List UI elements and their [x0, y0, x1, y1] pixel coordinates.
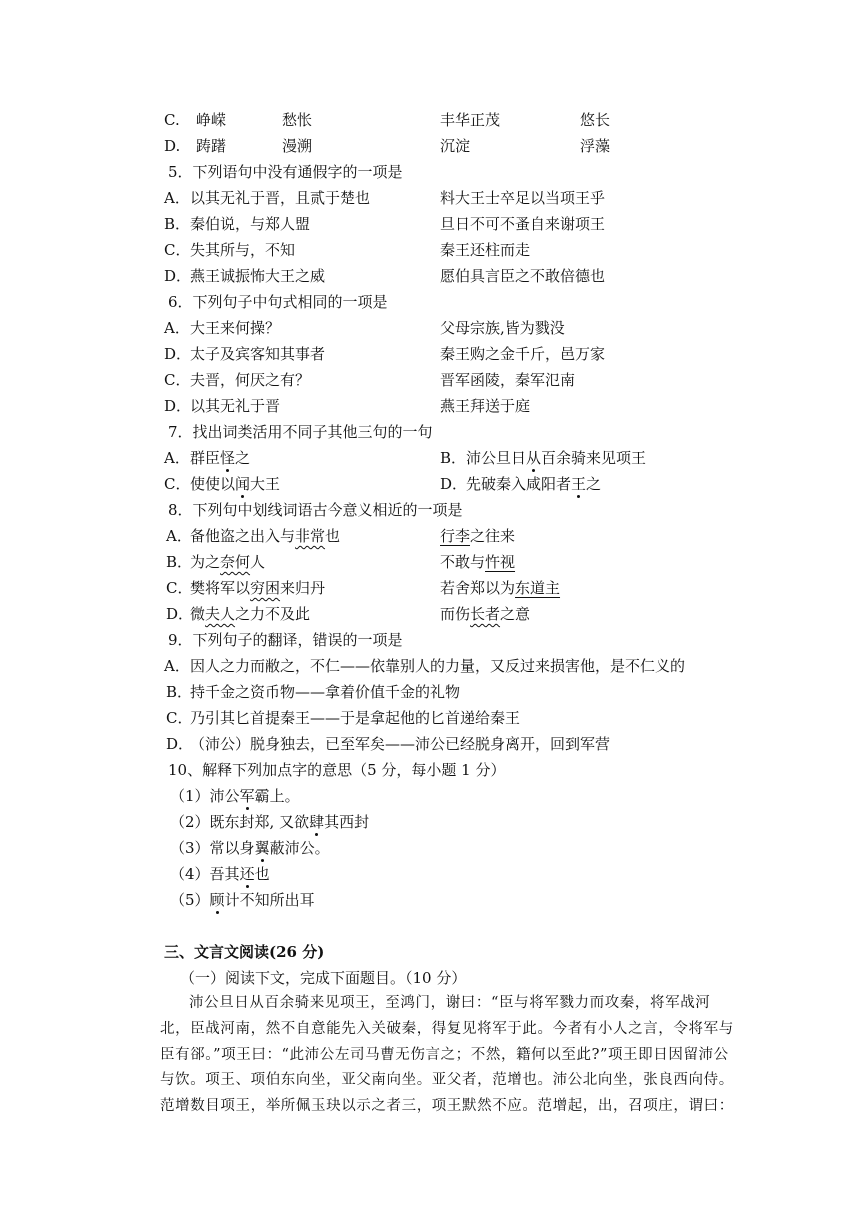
option-text: 若舍郑以为东道主 [440, 578, 574, 598]
option-label: A． [164, 657, 190, 675]
option-text: 愿伯具言臣之不敢倍德也 [440, 267, 606, 285]
question-8-stem: 8．下列句中划线词语古今意义相近的一项是 [168, 501, 463, 519]
underlined-word: 忤视 [485, 553, 516, 571]
option-text: 持千金之资币物——拿着价值千金的礼物 [190, 683, 461, 701]
option-label: B． [166, 683, 193, 701]
option-label: D． [166, 605, 194, 623]
option-text: 因人之力而敝之，不仁——依靠别人的力量，又反过来损害他，是不仁义的 [190, 657, 686, 675]
section-subtitle: （一）阅读下文，完成下面题目。（10 分） [180, 969, 467, 987]
option-label: C． [164, 241, 191, 259]
word: 悠长 [580, 111, 611, 129]
q10-item: （2）既东封郑, 又欲肆其西封 [170, 813, 370, 831]
option-text: 备他盗之出入与非常也 [190, 527, 341, 545]
classical-passage: 沛公旦日从百余骑来见项王，至鸿门，谢曰：“臣与将军戮力而攻秦，将军战河北，臣战河南，然不自意能先入关破秦，得复见将军于此。今者有小人之言，令将军与臣有郤。”项王曰：“此沛公左司马曹无伤言之；不然，籍何以至此?”项王即日因留沛公与饮。项王、项伯东向坐，亚父南向坐。亚父者，范增也。沛公北向坐，张良西向侍。范增数目项王，举所佩玉玦以示之者三，项王默然不应。范增起，出，召项庄，谓曰： [160, 995, 734, 1115]
option-text: 先破秦入咸阳者王之 [466, 475, 602, 493]
dotted-char: 闻 [235, 475, 251, 493]
word: 沉淀 [440, 137, 471, 155]
dotted-char: 怪 [220, 449, 236, 467]
option-label: A． [164, 319, 190, 337]
option-label: C． [164, 371, 191, 389]
question-7-stem: 7．找出词类活用不同子其他三句的一句 [168, 423, 433, 441]
word: 浮藻 [580, 137, 611, 155]
option-label: D． [440, 475, 468, 493]
option-label: A． [164, 449, 190, 467]
option-label: D. [164, 137, 181, 155]
word: 峥嵘 [196, 111, 227, 129]
option-text: 秦伯说，与郑人盟 [190, 215, 311, 233]
question-5-stem: 5．下列语句中没有通假字的一项是 [168, 163, 403, 181]
option-text: 为之奈何人 [190, 553, 266, 571]
option-label: D． [164, 345, 192, 363]
word: 踌躇 [196, 137, 227, 155]
option-text: 樊将军以穷困来归丹 [190, 579, 326, 597]
section-title: 三、文言文阅读(26 分) [164, 943, 325, 961]
question-10-stem: 10、解释下列加点字的意思（5 分，每小题 1 分） [168, 761, 506, 779]
option-label: C． [164, 475, 191, 493]
option-label: C． [166, 709, 193, 727]
option-text: 秦王购之金千斤，邑万家 [440, 345, 606, 363]
option-text: 旦日不可不蚤自来谢项王 [440, 215, 606, 233]
option-label: B． [440, 449, 467, 467]
underlined-word: 奈何 [220, 553, 251, 571]
option-text: 燕王诚振怖大王之威 [190, 267, 326, 285]
option-text: 沛公旦日从百余骑来见项王 [466, 449, 647, 467]
word: 漫溯 [282, 137, 313, 155]
option-text: 群臣怪之 [190, 449, 251, 467]
option-label: B． [166, 553, 193, 571]
option-text: 而伤长者之意 [440, 605, 531, 623]
word: 丰华正茂 [440, 111, 501, 129]
option-text: 乃引其匕首提秦王——于是拿起他的匕首递给秦王 [190, 709, 521, 727]
q10-item: （4）吾其还也 [170, 865, 270, 883]
option-text: 秦王还柱而走 [440, 241, 531, 259]
q10-item: （1）沛公军霸上。 [170, 787, 300, 805]
underlined-word: 长者 [470, 605, 501, 623]
option-text: 使使以闻大王 [190, 475, 281, 493]
option-label: C. [164, 111, 180, 129]
q10-item: （3）常以身翼蔽沛公。 [170, 839, 330, 857]
option-label: B． [164, 215, 191, 233]
option-text: 父母宗族,皆为戮没 [440, 319, 565, 337]
option-text: 失其所与，不知 [190, 241, 296, 259]
option-text: （沛公）脱身独去，已至军矣——沛公已经脱身离开，回到军营 [190, 735, 611, 753]
option-label: D． [164, 267, 192, 285]
q10-item: （5）顾计不知所出耳 [170, 891, 315, 909]
question-6-stem: 6．下列句子中句式相同的一项是 [168, 293, 388, 311]
dotted-char: 顾 [209, 891, 225, 909]
option-label: D． [166, 735, 194, 753]
underlined-word: 穷困 [250, 579, 281, 597]
option-label: D． [164, 397, 192, 415]
option-text: 以其无礼于晋，且贰于楚也 [190, 189, 371, 207]
option-text: 太子及宾客知其事者 [190, 345, 326, 363]
dotted-char: 从 [526, 449, 542, 467]
underlined-word: 行李 [440, 527, 471, 545]
underlined-word: 东道主 [515, 579, 561, 597]
option-label: C． [166, 579, 193, 597]
dotted-char: 王 [571, 475, 587, 493]
option-text: 不敢与忤视 [440, 553, 516, 571]
option-text: 大王来何操？ [190, 319, 281, 337]
option-label: A． [164, 189, 190, 207]
underlined-word: 非常 [295, 527, 326, 545]
option-text: 晋军函陵，秦军氾南 [440, 371, 576, 389]
option-text: 以其无礼于晋 [190, 397, 281, 415]
option-text: 料大王士卒足以当项王乎 [440, 189, 606, 207]
option-label: A． [166, 527, 192, 545]
dotted-char: 军 [239, 787, 255, 805]
dotted-char: 还 [239, 865, 255, 883]
underlined-word: 夫人 [205, 605, 236, 623]
word: 愁怅 [282, 111, 313, 129]
option-text: 行李之往来 [440, 527, 516, 545]
option-text: 燕王拜送于庭 [440, 397, 531, 415]
question-9-stem: 9．下列句子的翻译，错误的一项是 [168, 631, 403, 649]
dotted-char: 肆 [309, 813, 325, 831]
option-text: 夫晋，何厌之有？ [190, 371, 311, 389]
dotted-char: 翼 [254, 839, 270, 857]
option-text: 微夫人之力不及此 [190, 605, 311, 623]
